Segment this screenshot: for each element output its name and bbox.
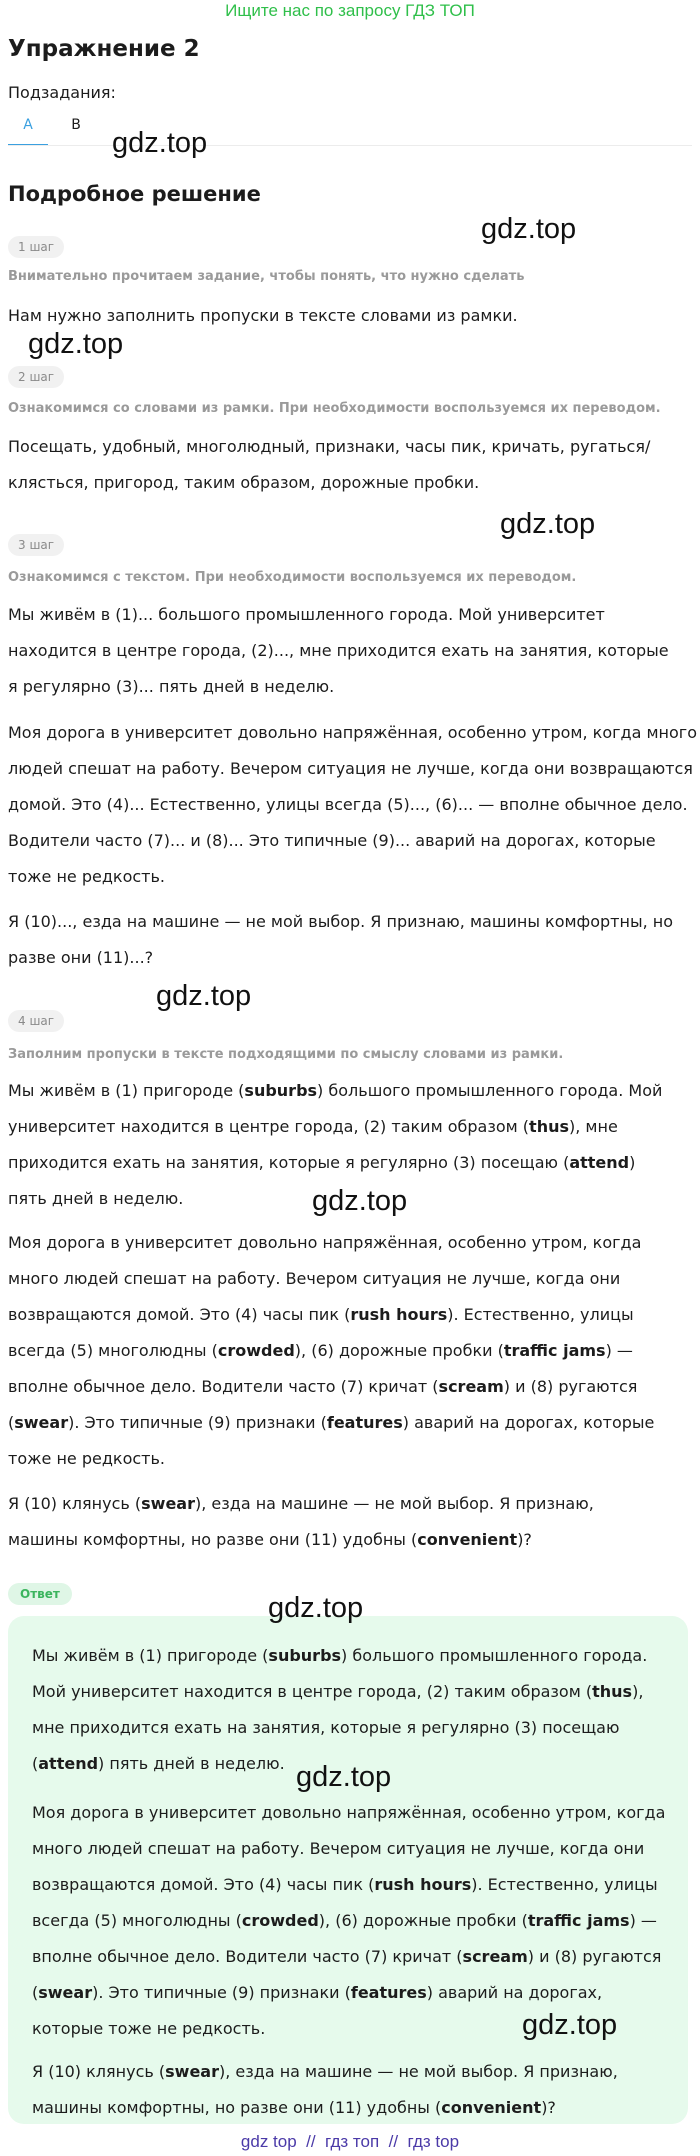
watermark: gdz.top [112, 127, 208, 159]
watermark: gdz.top [522, 2009, 618, 2041]
step-1-text: Нам нужно заполнить пропуски в тексте словами из рамки. [8, 306, 518, 325]
step-2-badge: 2 шаг [8, 366, 64, 388]
footer-separator: // [388, 2132, 399, 2151]
watermark: gdz.top [500, 508, 596, 540]
step-3-hint: Ознакомимся с текстом. При необходимости воспользуемся их переводом. [8, 570, 577, 585]
footer-separator: // [306, 2132, 316, 2151]
tab-a[interactable]: A [8, 114, 48, 146]
step-2-hint: Ознакомимся со словами из рамки. При необходимости воспользуемся их переводом. [8, 401, 661, 416]
step-4-hint: Заполним пропуски в тексте подходящими по смыслу словами из рамки. [8, 1047, 564, 1062]
tabs-divider [8, 145, 692, 146]
footer-links [0, 2130, 700, 2154]
watermark: gdz.top [156, 980, 252, 1012]
step-4-badge: 4 шаг [8, 1010, 64, 1032]
answer-text-1: Мы живём в (1) пригороде (suburbs) большого промышленного города. Мой университет находится в центре города, (2) таким образом (thus), мне приходится ехать на занятия, которые я регулярно (3) посещаю (attend) пять дней в неделю. [32, 1646, 648, 1773]
step-1-hint: Внимательно прочитаем задание, чтобы понять, что нужно сделать [8, 269, 525, 284]
step-4-text-1: Мы живём в (1) пригороде (suburbs) большого промышленного города. Мой университет находится в центре города, (2) таким образом (thus), мне приходится ехать на занятия, которые я регулярно (3) посещаю (attend) пять дней в неделю. [8, 1081, 663, 1208]
step-3-text-3: Я (10)..., езда на машине — не мой выбор. Я признаю, машины комфортны, но разве они (11)...? [8, 912, 674, 967]
answer-text-2: Моя дорога в университет довольно напряжённая, особенно утром, когда много людей спешат на работу. Вечером ситуация не лучше, когда они возвращаются домой. Это (4) часы пик (rush hours). Естественно, улицы всегда (5) многолюдны (crowded), (6) дорожные пробки (traffic jams) — вполне обычное дело. Водители часто (7) кричат (scream) и (8) ругаются (swear). Это типичные (9) признаки (features) аварий на дорогах, которые тоже не редкость. [32, 1803, 666, 2038]
answer-badge: Ответ [8, 1583, 72, 1605]
answer-text-3: Я (10) клянусь (swear), езда на машине — не мой выбор. Я признаю, машины комфортны, но разве они (11) удобны (convenient)? [32, 2062, 618, 2117]
footer-link-gdz-top[interactable]: gdz top [240, 2132, 297, 2151]
step-3-badge: 3 шаг [8, 534, 64, 556]
step-3-text-2: Моя дорога в университет довольно напряжённая, особенно утром, когда много людей спешат на работу. Вечером ситуация не лучше, когда они возвращаются домой. Это (4)... Естественно, улицы всегда (5)..., (6)... — вполне обычное дело. Водители часто (7)... и (8)... Это типичные (9)... аварий на дорогах, которые тоже не редкость. [8, 723, 697, 886]
watermark: gdz.top [28, 328, 124, 360]
tab-b[interactable]: B [71, 117, 81, 133]
step-4-text-2: Моя дорога в университет довольно напряжённая, особенно утром, когда много людей спешат на работу. Вечером ситуация не лучше, когда они возвращаются домой. Это (4) часы пик (rush hours). Естественно, улицы всегда (5) многолюдны (crowded), (6) дорожные пробки (traffic jams) — вполне обычное дело. Водители часто (7) кричат (scream) и (8) ругаются (swear). Это типичные (9) признаки (features) аварий на дорогах, которые тоже не редкость. [8, 1233, 655, 1468]
watermark: gdz.top [296, 1761, 392, 1793]
watermark: gdz.top [268, 1592, 364, 1624]
page-title: Упражнение 2 [8, 36, 200, 62]
step-1-badge: 1 шаг [8, 236, 64, 258]
section-title: Подробное решение [8, 182, 261, 206]
footer-link-gdz-top-mixed[interactable]: гдз top [407, 2132, 460, 2151]
search-banner: Ищите нас по запросу ГДЗ ТОП [225, 1, 475, 20]
step-2-text: Посещать, удобный, многолюдный, признаки, часы пик, кричать, ругаться/клясться, пригород, таким образом, дорожные пробки. [8, 437, 651, 492]
step-3-text-1: Мы живём в (1)... большого промышленного города. Мой университет находится в центре города, (2)..., мне приходится ехать на занятия, которые я регулярно (3)... пять дней в неделю. [8, 605, 669, 696]
watermark: gdz.top [481, 213, 577, 245]
subtasks-label: Подзадания: [8, 83, 116, 102]
step-4-text-3: Я (10) клянусь (swear), езда на машине — не мой выбор. Я признаю, машины комфортны, но разве они (11) удобны (convenient)? [8, 1494, 594, 1549]
footer-link-gdz-top-ru[interactable]: гдз топ [325, 2132, 380, 2151]
watermark: gdz.top [312, 1185, 408, 1217]
